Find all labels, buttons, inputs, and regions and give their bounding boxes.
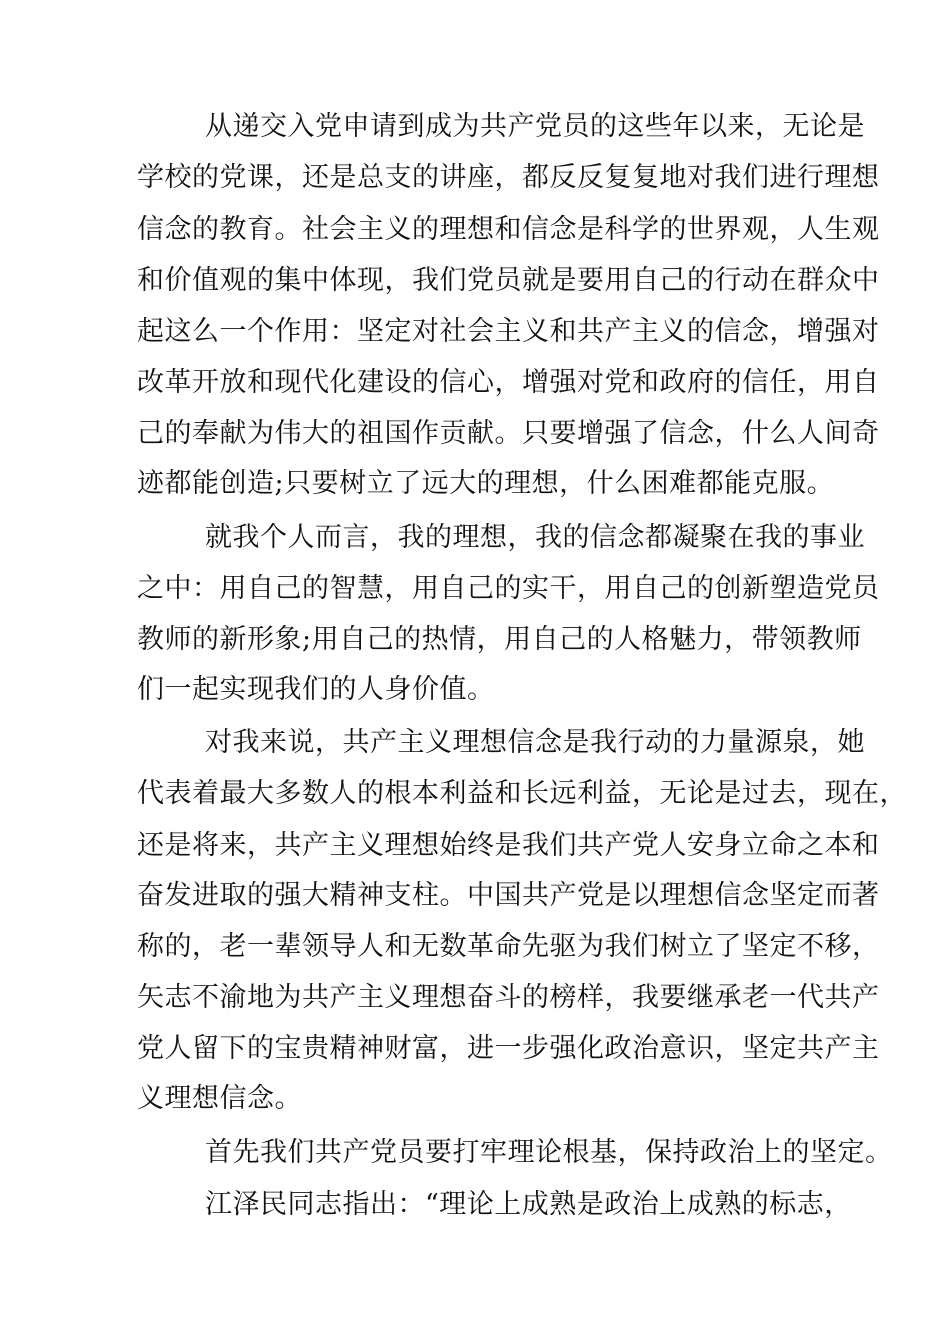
text-line: 改革开放和现代化建设的信心，增强对党和政府的信任，用自: [137, 367, 880, 398]
text-line: 称的，老一辈领导人和无数革命先驱为我们树立了坚定不移，: [137, 931, 880, 962]
text-line: 己的奉献为伟大的祖国作贡献。只要增强了信念，什么人间奇: [137, 418, 880, 449]
text-line: 矢志不渝地为共产主义理想奋斗的榜样，我要继承老一代共产: [137, 982, 880, 1013]
text-line: 对我来说，共产主义理想信念是我行动的力量源泉，她: [205, 727, 865, 758]
text-line: 义理想信念。: [137, 1083, 302, 1114]
text-line: 之中：用自己的智慧，用自己的实干，用自己的创新塑造党员: [137, 573, 880, 604]
text-line: 从递交入党申请到成为共产党员的这些年以来，无论是: [205, 111, 865, 142]
text-line: 起这么一个作用：坚定对社会主义和共产主义的信念，增强对: [137, 316, 880, 347]
text-line: 代表着最大多数人的根本利益和长远利益，无论是过去，现在，: [137, 778, 907, 809]
text-line: 信念的教育。社会主义的理想和信念是科学的世界观，人生观: [137, 214, 880, 245]
text-line: 就我个人而言，我的理想，我的信念都凝聚在我的事业: [205, 522, 865, 553]
text-line: 迹都能创造;只要树立了远大的理想，什么困难都能克服。: [137, 468, 835, 499]
text-line: 还是将来，共产主义理想始终是我们共产党人安身立命之本和: [137, 830, 880, 861]
text-line: 教师的新形象;用自己的热情，用自己的人格魅力，带领教师: [137, 624, 862, 655]
text-line: 党人留下的宝贵精神财富，进一步强化政治意识，坚定共产主: [137, 1033, 880, 1064]
text-line: 和价值观的集中体现，我们党员就是要用自己的行动在群众中: [137, 265, 880, 296]
text-line: 江泽民同志指出：“理论上成熟是政治上成熟的标志，: [205, 1189, 852, 1220]
text-line: 奋发进取的强大精神支柱。中国共产党是以理想信念坚定而著: [137, 880, 880, 911]
text-line: 学校的党课，还是总支的讲座，都反反复复地对我们进行理想: [137, 162, 880, 193]
text-line: 首先我们共产党员要打牢理论根基，保持政治上的坚定。: [205, 1137, 893, 1168]
text-line: 们一起实现我们的人身价值。: [137, 674, 495, 705]
